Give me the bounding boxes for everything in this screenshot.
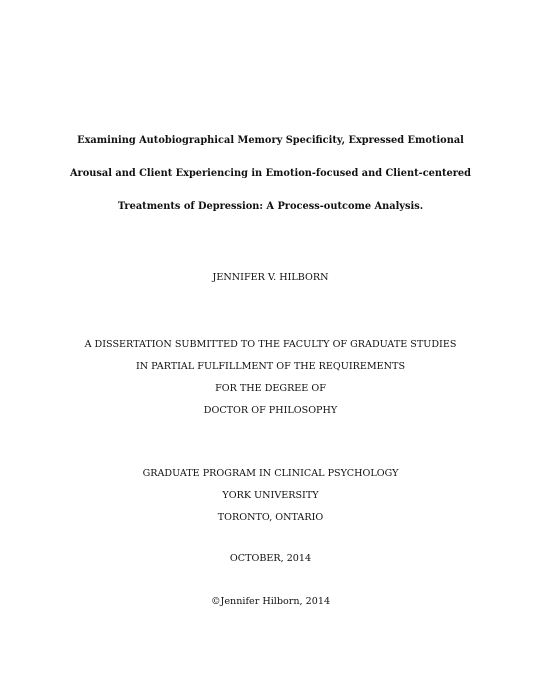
submission-line-2: IN PARTIAL FULFILLMENT OF THE REQUIREMENTS	[135, 361, 406, 372]
submission-line-1: A DISSERTATION SUBMITTED TO THE FACULTY OF GRADUATE STUDIES	[84, 339, 457, 350]
title-line-1: Examining Autobiographical Memory Specificity, Expressed Emotional	[77, 135, 464, 146]
submission-line-3: FOR THE DEGREE OF	[215, 383, 326, 394]
title-line-3: Treatments of Depression: A Process-outcome Analysis.	[117, 201, 424, 212]
institution-line-1: GRADUATE PROGRAM IN CLINICAL PSYCHOLOGY	[142, 468, 399, 479]
submission-line-4: DOCTOR OF PHILOSOPHY	[203, 405, 338, 416]
institution-line-2: YORK UNIVERSITY	[222, 490, 319, 501]
institution-line-3: TORONTO, ONTARIO	[217, 512, 324, 523]
author-name: JENNIFER V. HILBORN	[212, 272, 329, 283]
title-line-2: Arousal and Client Experiencing in Emotion-focused and Client-centered	[69, 168, 472, 179]
date-line: OCTOBER, 2014	[229, 553, 312, 564]
copyright-line: ©Jennifer Hilborn, 2014	[210, 596, 331, 607]
